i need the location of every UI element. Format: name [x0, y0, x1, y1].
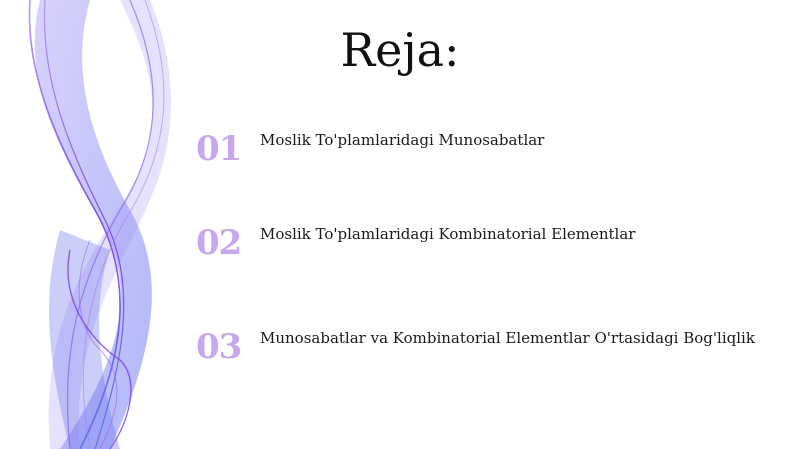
agenda-item-number: 02 — [196, 223, 242, 263]
agenda-item-number: 03 — [196, 327, 242, 367]
agenda-item-text: Moslik To'plamlaridagi Munosabatlar — [260, 131, 545, 149]
agenda-item-3 — [196, 324, 776, 370]
agenda-item-text: Munosabatlar va Kombinatorial Elementlar O'rtasidagi Bog'liqlik — [260, 329, 755, 347]
agenda-item-number: 01 — [196, 129, 242, 169]
slide-title: Reja: — [340, 23, 460, 77]
agenda-item-text: Moslik To'plamlaridagi Kombinatorial Elementlar — [260, 225, 636, 243]
agenda-item-2 — [196, 220, 776, 266]
agenda-item-1 — [196, 126, 776, 172]
